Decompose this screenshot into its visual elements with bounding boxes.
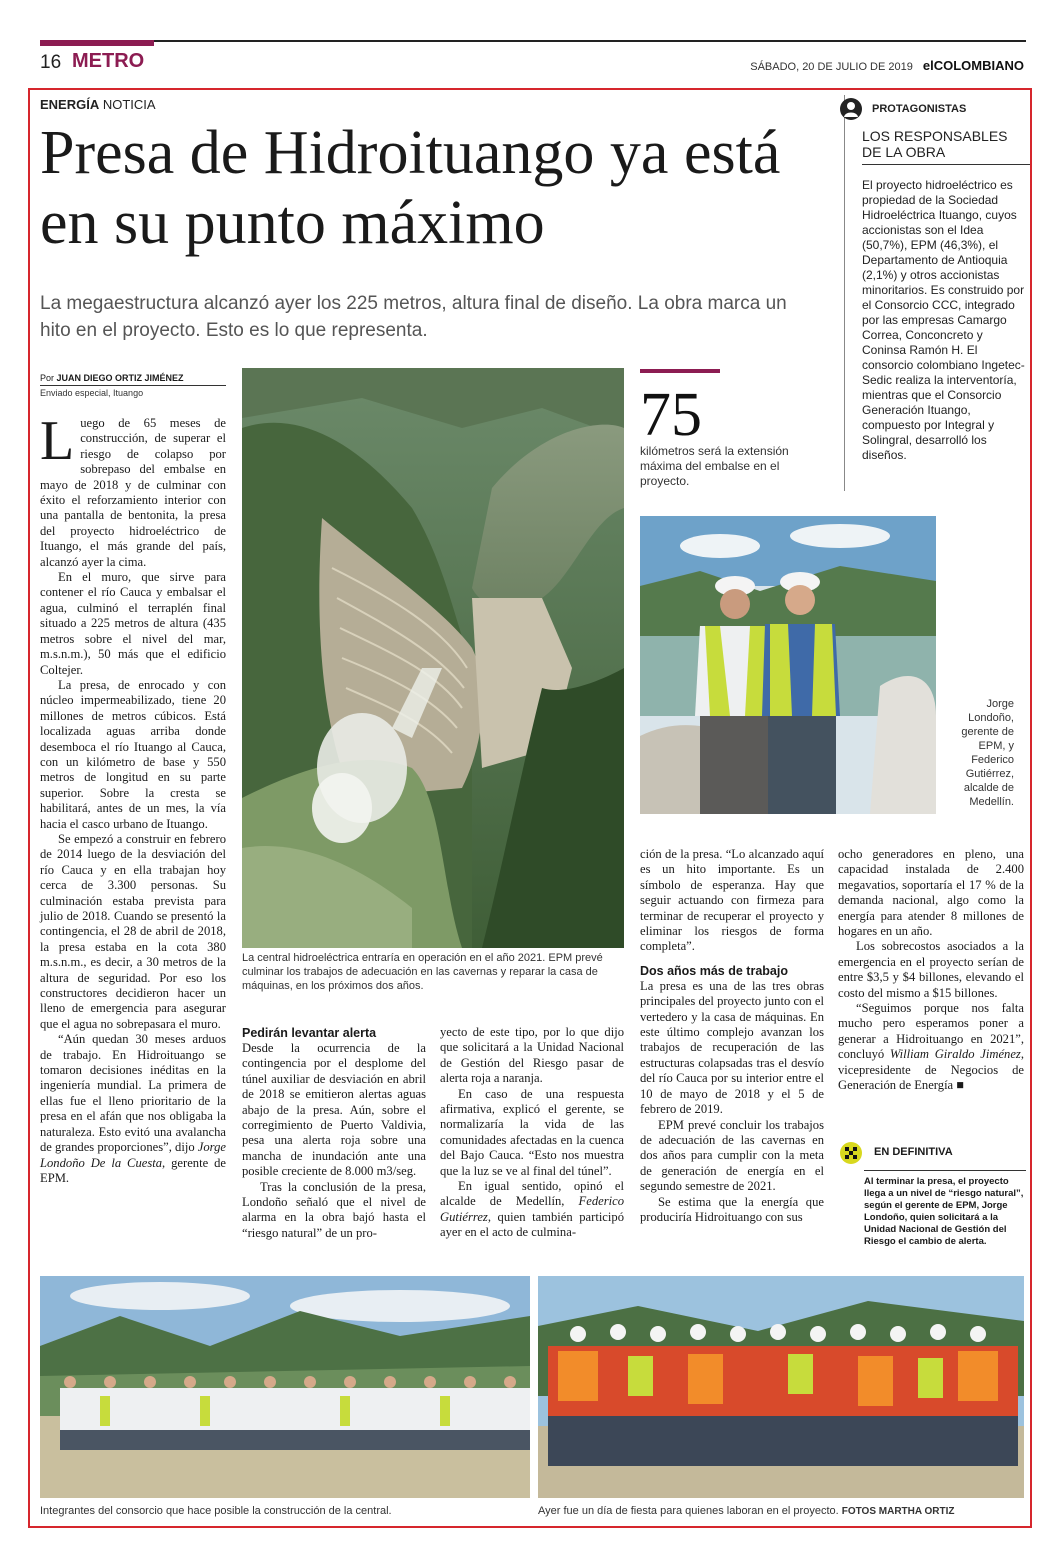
workers-caption <box>538 1504 1024 1519</box>
byline-author: JUAN DIEGO ORTIZ JIMÉNEZ <box>56 373 184 383</box>
person-name: Jorge Londoño De la Cuesta <box>40 1140 226 1170</box>
workers-group-photo <box>538 1276 1024 1498</box>
definitivo-rule <box>864 1170 1026 1171</box>
sidebar-body: El proyecto hidroeléctrico es propiedad de la Sociedad Hidroeléctrica Ituango, cuyos accionistas son el Idea (50,7%), EPM (46,3%), el Departamento de Antioquia (2,1%) y otros accionistas minoritarios. Es construido por el Consorcio CCC, integrado por las empresas Camargo Correa, Conconcreto y Coninsa Ramón H. El consorcio colombiano Ingetec-Sedic realiza la interventoría, mientras que el Consorcio Generación Ituango, compuesto por Integral y Solingral, desarrolló los diseños. <box>862 178 1025 462</box>
paragraph <box>838 1001 1024 1093</box>
group-illustration-1 <box>40 1276 530 1498</box>
officials-caption: Jorge Londoño, gerente de EPM, y Federico Gutiérrez, alcalde de Medellín. <box>961 698 1014 808</box>
column-3 <box>440 1025 624 1241</box>
page-number: 16 <box>40 52 62 73</box>
paragraph: La presa es una de las tres obras principales del proyecto junto con el vertedero y la casa de máquinas. En este último complejo avanzan los trabajos de recuperación de las estructuras colapsadas tras el desvío del río Cauca por su interior entre el 10 de mayo de 2018 y el 5 de febrero de 2019. <box>640 978 824 1117</box>
fact-accent-bar <box>640 369 720 373</box>
person-name: William Giraldo Jiménez <box>889 1047 1021 1062</box>
kicker-type: NOTICIA <box>99 97 156 112</box>
consortium-group-photo <box>40 1276 530 1498</box>
paragraph: yecto de este tipo, por lo que dijo que solicitará a la Unidad Nacional de Gestión del Riesgo pasar de alerta roja a naranja. <box>440 1025 624 1086</box>
kicker <box>40 97 156 112</box>
person-name: Federico Gutiérrez <box>440 1194 624 1224</box>
newspaper-brand: elCOLOMBIANO <box>922 58 1024 73</box>
fact-text: kilómetros será la extensión máxima del embalse en el proyecto. <box>640 444 789 488</box>
subheadline: La megaestructura alcanzó ayer los 225 metros, altura final de diseño. La obra marca un hito en el proyecto. Esto es lo que representa. <box>40 293 787 341</box>
header-accent-bar <box>40 40 154 46</box>
section-name: METRO <box>72 50 145 72</box>
paragraph-text: “Aún quedan 30 meses arduos de trabajo. En Hidroituango se tomaron decisiones inéditas en la ingeniería mundial. La primera de ellas fue el lleno prioritario de la presa en el afán que nos obligaba la naturaleza. Esto evitó una avalancha de grandes proporciones”, dijo <box>40 1032 226 1155</box>
paragraph: Tras la conclusión de la presa, Londoño señaló que el nivel de alarma en la obra bajó hasta el “riesgo natural” de un pro- <box>242 1179 426 1240</box>
column-2 <box>242 1025 426 1241</box>
sidebar-label: PROTAGONISTAS <box>872 103 967 115</box>
byline <box>40 373 226 386</box>
byline-prefix: Por <box>40 373 57 383</box>
subheading: Dos años más de trabajo <box>640 963 788 978</box>
paragraph: Se empezó a construir en febrero de 2014 luego de la desviación del río Cauca y en ella trabajan hoy cerca de 3.300 personas. Su culminación estaba prevista para julio de 2018. Cuando se presentó la contingencia, el 28 de abril de 2018, la presa estaba en la cota 380 m.s.n.m., es decir, a 30 metros de la altura de seguridad. Por eso los constructores decidieron hacer un lleno de emergencia para asegurar que el agua no sobrepasara el muro. <box>40 831 226 1031</box>
sidebar-title: LOS RESPONSABLES DE LA OBRA <box>862 128 1030 165</box>
subheading: Pedirán levantar alerta <box>242 1026 377 1040</box>
paragraph-text: , quien también participó ayer en el acto de culmina- <box>440 1209 624 1240</box>
paragraph: Se estima que la energía que produciría Hidroituango con sus <box>640 1194 824 1224</box>
dam-illustration <box>242 368 624 948</box>
paragraph: ocho generadores en pleno, una capacidad instalada de 2.400 megavatios, soportaría el 17 % de la demanda nacional, algo como la energía para atender 8 millones de hogares en un año. <box>838 847 1024 939</box>
photo-credit: FOTOS MARTHA ORTIZ <box>841 1506 955 1517</box>
fact-number: 75 <box>640 381 702 449</box>
drop-cap: L <box>40 410 75 472</box>
column-4 <box>640 847 824 1225</box>
definitivo-body: Al terminar la presa, el proyecto llega a un nivel de “riesgo natural”, según el gerente de EPM, Jorge Londoño, quien solicitará a la Unidad Nacional de Gestión del Riesgo el cambio de alerta. <box>864 1176 1024 1247</box>
main-photo-caption: La central hidroeléctrica entraría en operación en el año 2021. EPM prevé culminar los trabajos de adecuación en las cavernas y reparar la casa de máquinas, en los próximos dos años. <box>242 952 603 992</box>
officials-photo <box>640 516 936 814</box>
paragraph: Los sobrecostos asociados a la emergencia en el proyecto serían de entre $3,5 y $4 billones, elevando el costo del mismo a $15 billones. <box>838 939 1024 1000</box>
paragraph: ción de la presa. “Lo alcanzado aquí es un hito importante. Es un símbolo de esperanza. Hay que seguir actuando con firmeza para terminar de recuperar el proyecto y eliminar los riesgos de forma completa”. <box>640 847 824 954</box>
person-icon <box>840 98 862 120</box>
paragraph <box>40 410 226 570</box>
paragraph-text: uego de 65 meses de construcción, de superar el riesgo de colapso por sobrepaso del embalse en mayo de 2018 y de culminar con éxito el reforzamiento interior con una pantalla de bentonita, la presa del proyecto hidroeléctrico de Ituango, el más grande del país, alcanzó ayer la cima. <box>40 416 226 569</box>
paragraph-text: , vicepresidente de Negocios de Generación de Energía ■ <box>838 1047 1024 1093</box>
officials-illustration <box>640 516 936 814</box>
definitivo-label: EN DEFINITIVA <box>874 1146 953 1158</box>
group-illustration-2 <box>538 1276 1024 1498</box>
kicker-topic: ENERGÍA <box>40 97 100 112</box>
workers-caption-text: Ayer fue un día de fiesta para quienes laboran en el proyecto. <box>538 1505 839 1517</box>
paragraph-text: “Seguimos porque nos falta mucho pero esperamos poner a generar a Hidroituango en 2021”, concluyó <box>838 1001 1024 1062</box>
checker-icon <box>840 1142 862 1164</box>
consortium-caption: Integrantes del consorcio que hace posible la construcción de la central. <box>40 1505 392 1517</box>
paragraph: EPM prevé concluir los trabajos de adecuación de las cavernas en dos años para cumplir con la meta de generación de energía en el segundo semestre de 2021. <box>640 1117 824 1194</box>
header-rule <box>40 40 1026 42</box>
paragraph: En caso de una respuesta afirmativa, explicó el gerente, se normalizaría la vida de las comunidades afectadas en la cuenca del Bajo Cauca. “Esto nos muestra que la luz se ve al final del túnel”. <box>440 1086 624 1178</box>
dam-aerial-photo <box>242 368 624 948</box>
headline: Presa de Hidroituango ya está en su punto máximo <box>40 119 781 257</box>
paragraph-text: En igual sentido, opinó el alcalde de Medellín, <box>440 1179 624 1209</box>
issue-date: SÁBADO, 20 DE JULIO DE 2019 <box>750 61 913 73</box>
paragraph: En el muro, que sirve para contener el río Cauca y embalsar el agua, culminó el terraplén final situado a 225 metros de altura (435 metros sobre el nivel del mar, m.s.n.m.), 50 más que el edificio Coltejer. <box>40 570 226 677</box>
column-1 <box>40 410 226 1186</box>
byline-role: Enviado especial, Ituango <box>40 388 144 398</box>
paragraph: La presa, de enrocado y con núcleo impermeabilizado, tiene 20 millones de metros cúbicos. Está localizada aguas arriba donde desemboca el río Ituango al Cauca, con un kilómetro de base y 550 metros de longitud en su parte superior. Sobre la cresta se habilitará, antes de un mes, la vía hacia el casco urbano de Ituango. <box>40 677 226 831</box>
paragraph-text: , gerente de EPM. <box>40 1155 226 1185</box>
paragraph <box>440 1179 624 1241</box>
column-5 <box>838 847 1024 1094</box>
paragraph: Desde la ocurrencia de la contingencia por el desplome del túnel auxiliar de desviación en abril de 2018 se emitieron alertas aguas abajo de la presa. Aún, sobre el corregimiento de Puerto Valdivia, pesa una alerta roja sobre una mancha de inundación ante una posible creciente de 8.000 m3/seg. <box>242 1041 426 1179</box>
paragraph <box>40 1032 226 1186</box>
dateline <box>750 58 1024 73</box>
